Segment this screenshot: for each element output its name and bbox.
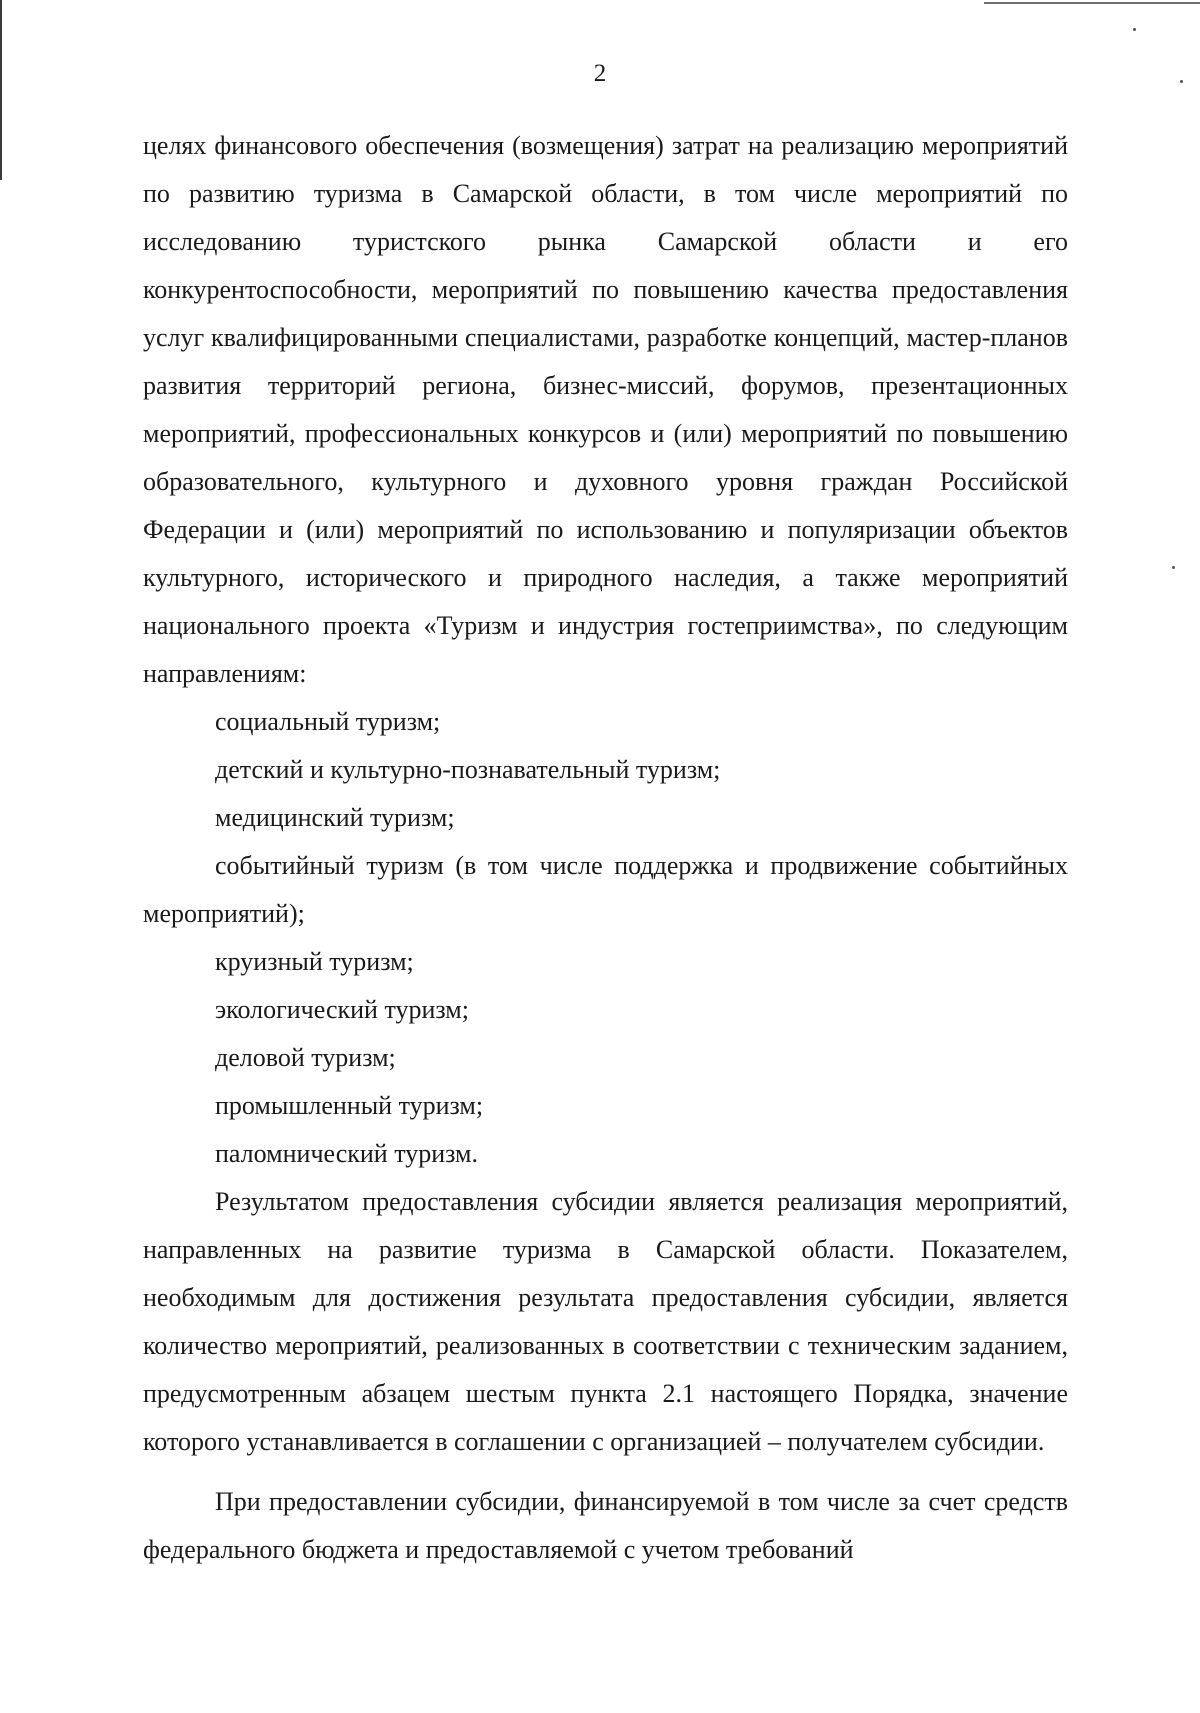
scan-speck	[1133, 28, 1136, 31]
list-item: экологический туризм;	[215, 995, 469, 1024]
scan-speck	[1172, 566, 1175, 569]
scan-top-rule	[984, 2, 1200, 4]
list-item: социальный туризм;	[215, 707, 441, 736]
list-item: круизный туризм;	[215, 947, 414, 976]
tourism-directions-list	[143, 698, 1068, 1178]
federal-budget-paragraph: При предоставлении субсидии, финансируемой в том числе за счет средств федерального бюджета и предоставляемой с учетом требований	[143, 1487, 1068, 1564]
list-item: детский и культурно-познавательный туризм;	[215, 755, 721, 784]
list-item: медицинский туризм;	[215, 803, 455, 832]
result-paragraph: Результатом предоставления субсидии является реализация мероприятий, направленных на развитие туризма в Самарской области. Показателем, необходимым для достижения результата предоставления субсидии, является количество мероприятий, реализованных в соответствии с техническим заданием, предусмотренным абзацем шестым пункта 2.1 настоящего Порядка, значение которого устанавливается в соглашении с организацией – получателем субсидии.	[143, 1187, 1068, 1456]
intro-paragraph: целях финансового обеспечения (возмещения) затрат на реализацию мероприятий по развитию туризма в Самарской области, в том числе мероприятий по исследованию туристского рынка Самарской области и его конкурентоспособности, мероприятий по повышению качества предоставления услуг квалифицированными специалистами, разработке концепций, мастер-планов развития территорий региона, бизнес-миссий, форумов, презентационных мероприятий, профессиональных конкурсов и (или) мероприятий по повышению образовательного, культурного и духовного уровня граждан Российской Федерации и (или) мероприятий по использованию и популяризации объектов культурного, исторического и природного наследия, а также мероприятий национального проекта «Туризм и индустрия гостеприимства», по следующим направлениям:	[143, 131, 1068, 688]
list-item: паломнический туризм.	[215, 1139, 478, 1168]
list-item: деловой туризм;	[215, 1043, 396, 1072]
list-item: промышленный туризм;	[215, 1091, 484, 1120]
document-body	[143, 122, 1068, 1574]
page-number: 2	[593, 60, 607, 87]
list-item: событийный туризм (в том числе поддержка и продвижение событийных мероприятий);	[143, 851, 1068, 928]
